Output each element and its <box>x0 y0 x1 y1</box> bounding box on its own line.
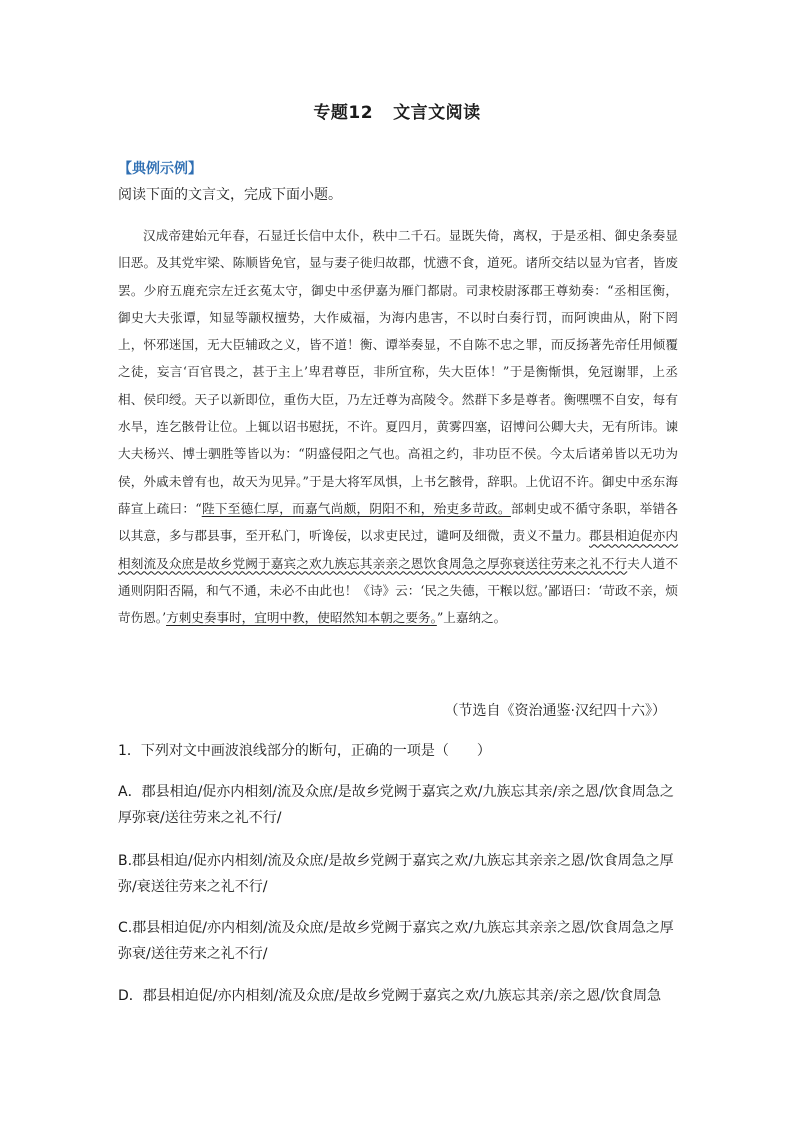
classical-passage <box>118 222 678 631</box>
passage-text-c: 夫人道不通则阴阳否隔，和气不通，未必不由此也！《诗》云：‘民之失德，干糇以愆。’鄙语曰：‘苛政不亲，烦苛伤恩。’ <box>118 555 679 626</box>
passage-underline-1: 陛下至德仁厚，而嘉气尚颇，阴阳不和，殆吏多苛政。 <box>201 500 511 516</box>
passage-text-d: ”上嘉纳之。 <box>436 610 507 626</box>
option-d: D．郡县相迫促/亦内相刻/流及众庶/是故乡党阙于嘉宾之欢/九族忘其亲/亲之恩/饮食周急 <box>118 988 662 1004</box>
passage-text-a: 汉成帝建始元年春，石显迁长信中太仆，秩中二千石。显既失倚，离权，于是丞相、御史条奏显旧恶。及其党牢梁、陈顺皆免官，显与妻子徙归故郡，忧懑不食，道死。诸所交结以显为官者，皆废罢。少府五鹿充宗左迁玄菟太守，御史中丞伊嘉为雁门都尉。司隶校尉涿郡王尊劾奏：“丞相匡衡，御史大夫张谭，知显等颛权擅势，大作威福，为海内患害，不以时白奏行罚，而阿谀曲从，附下罔上，怀邪迷国，无大臣辅政之义，皆不道！衡、谭举奏显，不自陈不忠之罪，而反扬著先帝任用倾覆之徒，妄言‘百官畏之，甚于主上’卑君尊臣，非所宜称，失大臣体！”于是衡惭惧，免冠谢罪，上丞相、侯印绶。天子以新即位，重伤大臣，乃左迁尊为高陵令。然群下多是尊者。衡嘿嘿不自安，每有水旱，连乞骸骨让位。上辄以诏书慰抚，不许。夏四月，黄雾四塞，诏博问公卿大夫，无有所讳。谏大夫杨兴、博士驷胜等皆以为：“阴盛侵阳之气也。高祖之约，非功臣不侯。今太后诸弟皆以无功为侯，外戚未曾有也，故天为见异。”于是大将军凤惧，上书乞骸骨，辞职。上优诏不许。御史中丞东海薛宣上疏曰：“ <box>118 228 678 516</box>
option-a: A．郡县相迫/促亦内相刻/流及众庶/是故乡党阙于嘉宾之欢/九族忘其亲/亲之恩/饮食周急之厚弥衰/送往劳来之礼不行/ <box>118 784 674 826</box>
title-topic-number: 专题12 <box>313 103 374 123</box>
question-1: 1．下列对文中画波浪线部分的断句，正确的一项是（ ） <box>118 743 491 759</box>
passage-wavy-underline: 郡县相迫促亦内相刻流及众庶是故乡党阙于嘉宾之欢九族忘其亲亲之恩饮食周急之厚弥衰送往劳来之礼不行 <box>118 528 679 571</box>
passage-underline-2: 方刺史奏事时，宜明中教，使昭然知本朝之要务。 <box>166 610 437 626</box>
passage-text-b: 部刺史或不循守条职，举错各以其意，多与郡县事，至开私门，听谗佞，以求吏民过，谴呵及细微，责义不量力。 <box>118 500 679 544</box>
title-topic-name: 文言文阅读 <box>393 103 481 123</box>
option-c: C.郡县相迫促/亦内相刻/流及众庶/是故乡党阙于嘉宾之欢/九族忘其亲亲之恩/饮食周急之厚弥衰/送往劳来之礼不行/ <box>118 920 674 962</box>
source-citation: （节选自《资治通鉴·汉纪四十六》） <box>444 703 666 719</box>
option-b: B.郡县相迫/促亦内相刻/流及众庶/是故乡党阙于嘉宾之欢/九族忘其亲亲之恩/饮食周急之厚弥/衰送往劳来之礼不行/ <box>118 853 674 895</box>
page-title <box>0 98 794 123</box>
section-label: 【典例示例】 <box>118 161 202 177</box>
reading-instruction: 阅读下面的文言文，完成下面小题。 <box>118 187 342 203</box>
